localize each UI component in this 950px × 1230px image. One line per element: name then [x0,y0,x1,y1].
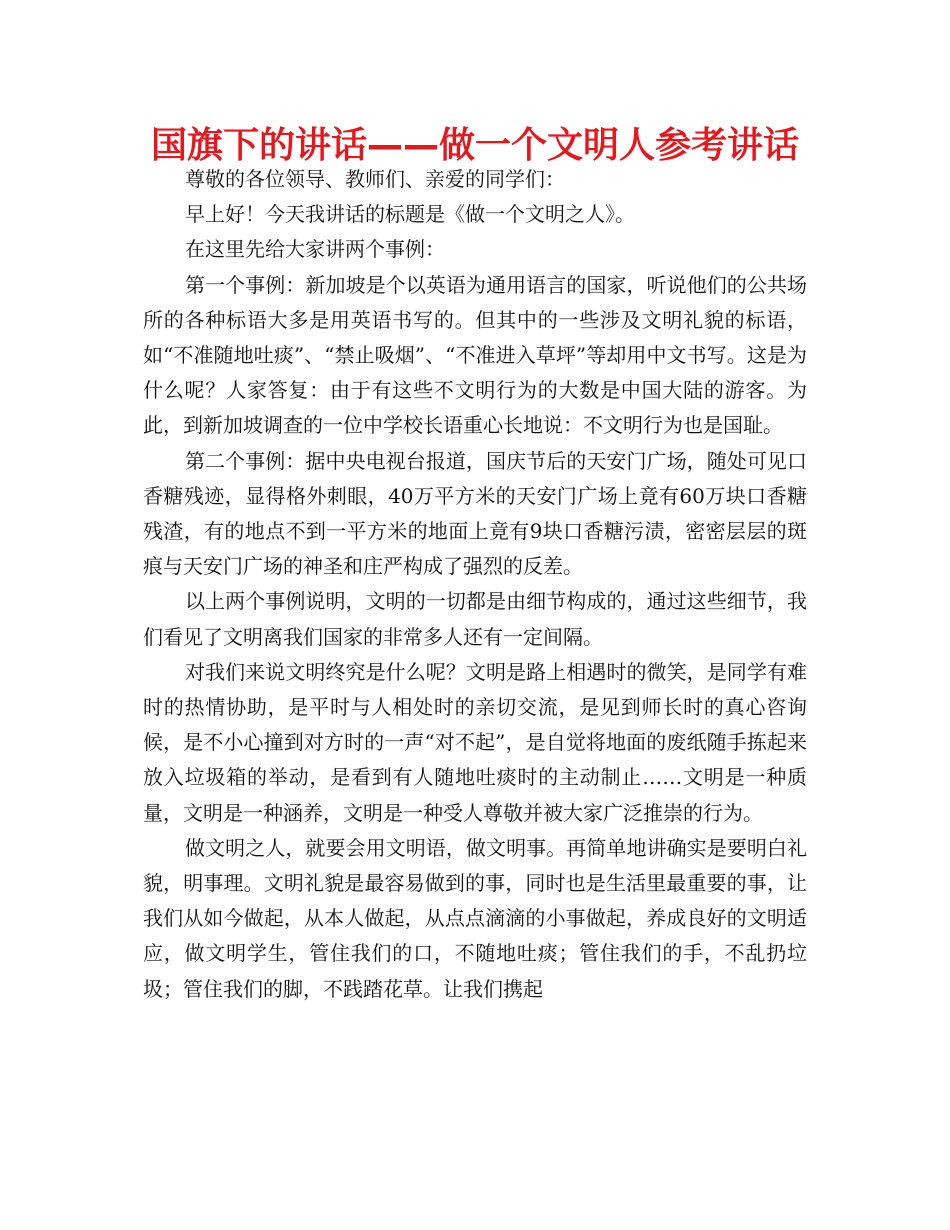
paragraph-salutation: 尊敬的各位领导、教师们、亲爱的同学们： [185,167,565,191]
paragraph-what-is-civility: 对我们来说文明终究是什么呢？文明是路上相遇时的微笑，是同学有难时的热情协助，是平时与人相处时的亲切交流，是见到师长时的真心咨询候，是不小心撞到对方时的一声“对不起”，是自觉将地面的废纸随手拣起来放入垃圾箱的举动，是看到有人随地吐痰时的主动制止……文明是一种质量，文明是一种涵养，文明是一种受人尊敬并被大家广泛推崇的行为。 [143,659,807,825]
document-body [143,162,807,1007]
paragraph-call-to-action: 做文明之人，就要会用文明语，做文明事。再简单地讲确实是要明白礼貌，明事理。文明礼貌是最容易做到的事，同时也是生活里最重要的事，让我们从如今做起，从本人做起，从点点滴滴的小事做起，养成良好的文明适应，做文明学生，管住我们的口，不随地吐痰；管住我们的手，不乱扔垃圾；管住我们的脚，不践踏花草。让我们携起 [143,835,807,1001]
paragraph-example-one: 第一个事例：新加坡是个以英语为通用语言的国家，听说他们的公共场所的各种标语大多是用英语书写的。但其中的一些涉及文明礼貌的标语，如“不准随地吐痰”、“禁止吸烟”、“不准进入草坪”等却用中文书写。这是为什么呢？人家答复：由于有这些不文明行为的大数是中国大陆的游客。为此，到新加坡调查的一位中学校长语重心长地说：不文明行为也是国耻。 [143,272,807,438]
paragraph-example-two: 第二个事例：据中央电视台报道，国庆节后的天安门广场，随处可见口香糖残迹，显得格外刺眼，40万平方米的天安门广场上竟有60万块口香糖残渣，有的地点不到一平方米的地面上竟有9块口香糖污渍，密密层层的斑痕与天安门广场的神圣和庄严构成了强烈的反差。 [143,448,807,579]
document-title: 国旗下的讲话——做一个文明人参考讲话 [150,125,799,166]
paragraph-intro: 在这里先给大家讲两个事例： [185,237,445,262]
paragraph-greeting: 早上好！今天我讲话的标题是《做一个文明之人》。 [185,202,635,227]
paragraph-conclusion: 以上两个事例说明，文明的一切都是由细节构成的，通过这些细节，我们看见了文明离我们国家的非常多人还有一定间隔。 [143,589,807,649]
